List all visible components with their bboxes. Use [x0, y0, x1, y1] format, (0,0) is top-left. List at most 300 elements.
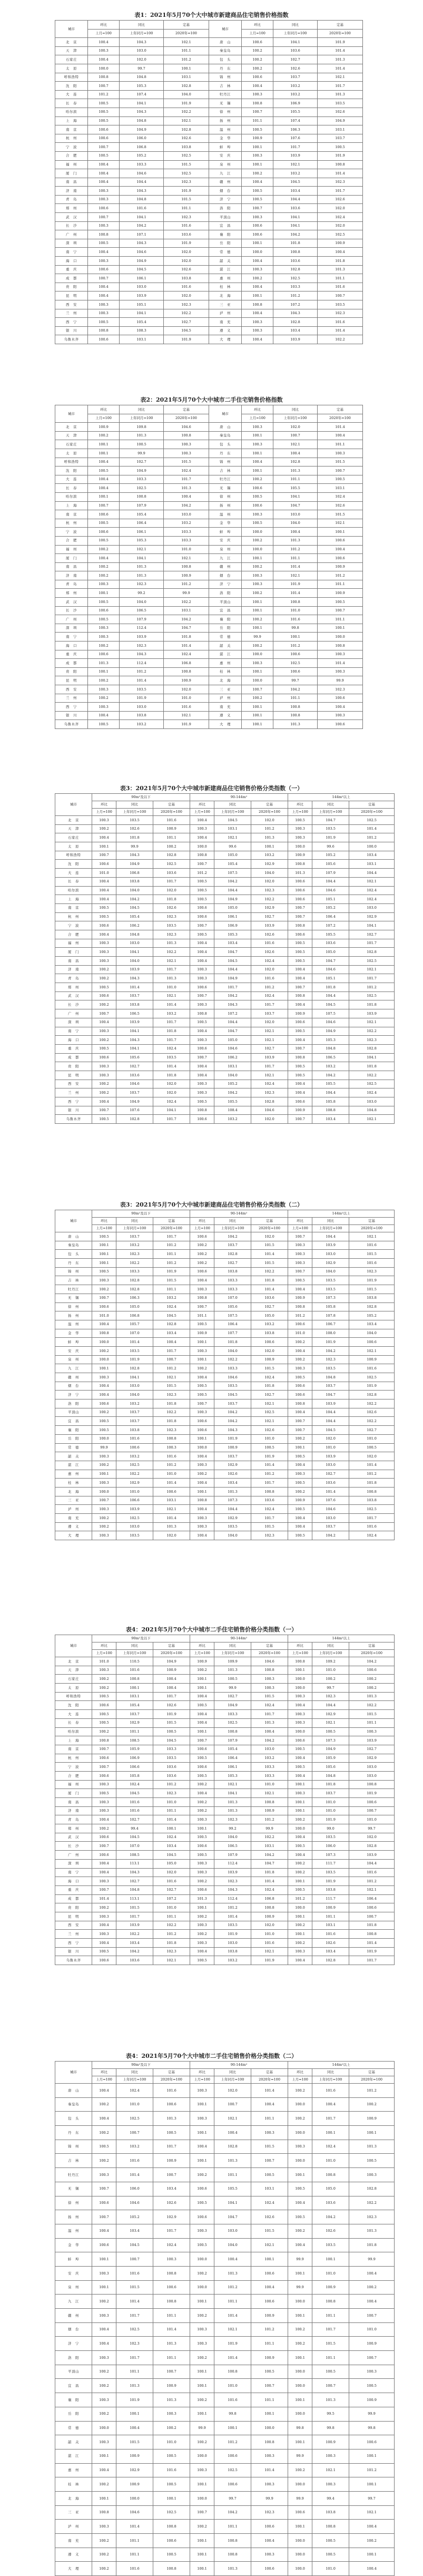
- c90-header: 90m²及以下: [92, 1635, 190, 1642]
- value-cell: 101.1: [242, 116, 273, 125]
- value-cell: 100.7: [288, 903, 312, 912]
- value-cell: 101.6: [349, 1259, 395, 1268]
- table-row: [55, 2393, 395, 2407]
- table-row: [55, 2280, 395, 2295]
- value-cell: 102.3: [164, 300, 209, 309]
- value-cell: 103.9: [251, 1053, 288, 1062]
- tongbi-header: 同比: [312, 2069, 349, 2076]
- value-cell: 100.7: [153, 2365, 190, 2379]
- value-cell: 105.5: [312, 930, 349, 939]
- value-cell: 101.3: [153, 1522, 190, 1531]
- value-cell: 100.6: [92, 1701, 116, 1710]
- value-cell: 102.9: [153, 2210, 190, 2224]
- table-row: [55, 2491, 395, 2505]
- value-cell: 101.8: [164, 633, 209, 641]
- value-cell: 101.9: [116, 2393, 153, 2407]
- value-cell: 100.4: [92, 833, 116, 842]
- value-cell: 99.9: [288, 2280, 312, 2295]
- value-cell: 100.6: [288, 2505, 312, 2520]
- value-cell: 103.0: [214, 1939, 251, 1948]
- value-cell: 101.2: [153, 1780, 190, 1789]
- value-cell: 100.0: [288, 2379, 312, 2393]
- value-cell: 100.4: [312, 2097, 349, 2112]
- value-cell: 100.8: [190, 1496, 214, 1505]
- value-cell: 100.6: [288, 930, 312, 939]
- value-cell: 102.1: [251, 1789, 288, 1798]
- value-cell: 100.4: [273, 528, 318, 537]
- value-cell: 100.9: [153, 824, 190, 833]
- value-cell: 102.6: [153, 2196, 190, 2210]
- table-row: [55, 571, 363, 580]
- table-row: [55, 562, 363, 571]
- value-cell: 107.2: [273, 300, 318, 309]
- value-cell: 104.7: [251, 1859, 288, 1868]
- value-cell: 100.5: [190, 2238, 214, 2252]
- value-cell: 101.3: [318, 265, 363, 274]
- value-cell: 101.6: [116, 2562, 153, 2576]
- value-cell: 104.0: [116, 886, 153, 895]
- value-cell: 100.5: [88, 615, 120, 624]
- value-cell: 100.6: [153, 1487, 190, 1496]
- value-cell: 107.5: [312, 1009, 349, 1018]
- value-cell: 100.0: [288, 2154, 312, 2168]
- city-cell: 吉 林: [55, 1276, 92, 1285]
- value-cell: 103.1: [251, 1842, 288, 1851]
- value-cell: 100.6: [92, 1754, 116, 1763]
- value-cell: 100.9: [288, 1496, 312, 1505]
- value-cell: 105.7: [116, 1320, 153, 1329]
- value-cell: 100.6: [349, 1338, 395, 1347]
- table-row: [55, 2126, 395, 2140]
- value-cell: 102.0: [318, 204, 363, 213]
- value-cell: 100.2: [312, 1675, 349, 1684]
- value-cell: 100.3: [92, 2393, 116, 2407]
- value-cell: 100.5: [88, 116, 120, 125]
- value-cell: 100.5: [288, 1062, 312, 1071]
- table-row: [55, 160, 363, 169]
- value-cell: 100.1: [88, 440, 120, 449]
- city-cell: 大 连: [55, 90, 88, 99]
- city-cell: 成 都: [55, 274, 88, 283]
- table-row: [55, 230, 363, 239]
- table-row: [55, 1382, 395, 1391]
- value-cell: 100.6: [273, 667, 318, 676]
- value-cell: 103.9: [120, 291, 164, 300]
- value-cell: 100.2: [288, 2463, 312, 2477]
- value-cell: 100.2: [242, 55, 273, 64]
- value-cell: 105.6: [312, 860, 349, 869]
- value-cell: 102.1: [214, 1780, 251, 1789]
- value-cell: 104.2: [312, 1071, 349, 1080]
- value-cell: 100.4: [88, 248, 120, 257]
- value-cell: 100.6: [288, 1097, 312, 1106]
- table-row: [55, 2534, 395, 2548]
- value-cell: 103.7: [214, 1399, 251, 1408]
- value-cell: 103.0: [120, 703, 164, 712]
- city-cell: 大 连: [55, 1710, 92, 1719]
- value-cell: 103.8: [251, 1329, 288, 1338]
- value-cell: 100.2: [288, 2322, 312, 2337]
- table-row: [55, 1912, 395, 1921]
- data-table: [55, 1635, 395, 1965]
- table-row: [55, 1044, 395, 1053]
- value-cell: 102.0: [153, 886, 190, 895]
- value-cell: 101.3: [273, 466, 318, 475]
- value-cell: 100.6: [92, 921, 116, 930]
- value-cell: 103.0: [349, 1097, 395, 1106]
- value-cell: 100.3: [164, 449, 209, 458]
- city-cell: 金 华: [55, 2238, 92, 2252]
- value-cell: 102.3: [312, 1355, 349, 1364]
- city-cell: 海 口: [55, 641, 88, 650]
- value-cell: 100.1: [242, 624, 273, 633]
- value-cell: 100.6: [190, 2182, 214, 2196]
- value-cell: 101.9: [164, 187, 209, 196]
- table-row: [55, 1487, 395, 1496]
- value-cell: 100.8: [349, 1780, 395, 1789]
- value-cell: 100.8: [92, 1329, 116, 1338]
- value-cell: 105.2: [214, 1080, 251, 1088]
- value-cell: 100.6: [288, 1391, 312, 1399]
- value-cell: 104.0: [120, 598, 164, 607]
- value-cell: 100.8: [251, 1798, 288, 1807]
- value-cell: 107.5: [214, 869, 251, 878]
- value-cell: 103.9: [273, 151, 318, 160]
- value-cell: 107.2: [153, 1894, 190, 1903]
- value-cell: 101.5: [251, 1259, 288, 1268]
- value-cell: 100.5: [190, 930, 214, 939]
- table-row: [55, 1736, 395, 1745]
- value-cell: 100.2: [190, 1364, 214, 1373]
- city-cell: 郑 州: [55, 204, 88, 213]
- value-cell: 101.4: [318, 46, 363, 55]
- value-cell: 104.3: [116, 1036, 153, 1045]
- value-cell: 99.4: [312, 2491, 349, 2505]
- value-cell: 100.4: [92, 930, 116, 939]
- value-cell: 100.3: [312, 2449, 349, 2463]
- value-cell: 104.3: [120, 650, 164, 659]
- city-cell: 长 春: [55, 99, 88, 108]
- value-cell: 101.4: [251, 2084, 288, 2098]
- city-cell: 乌鲁木齐: [55, 335, 88, 344]
- city-cell: 温 州: [209, 510, 242, 519]
- value-cell: 100.2: [288, 2224, 312, 2238]
- value-cell: 103.7: [312, 1789, 349, 1798]
- city-cell: 西 宁: [55, 1097, 92, 1106]
- value-cell: 101.7: [349, 1956, 395, 1965]
- value-cell: 105.6: [116, 1053, 153, 1062]
- value-cell: 100.1: [92, 1364, 116, 1373]
- value-cell: 100.4: [88, 160, 120, 169]
- city-cell: 赣 州: [209, 562, 242, 571]
- value-cell: 100.8: [153, 2295, 190, 2309]
- value-cell: 101.9: [318, 151, 363, 160]
- city-cell: 蚌 埠: [55, 2252, 92, 2267]
- value-cell: 100.4: [242, 178, 273, 187]
- city-cell: 呼和浩特: [55, 73, 88, 82]
- value-cell: 100.8: [153, 2520, 190, 2534]
- value-cell: 104.4: [214, 1018, 251, 1027]
- value-cell: 101.3: [349, 2140, 395, 2154]
- value-cell: 100.4: [190, 957, 214, 966]
- value-cell: 105.3: [120, 536, 164, 545]
- table-row: [55, 519, 363, 528]
- value-cell: 100.3: [242, 151, 273, 160]
- value-cell: 101.4: [116, 1338, 153, 1347]
- value-cell: 100.3: [92, 1877, 116, 1886]
- table-row: [55, 1939, 395, 1948]
- value-cell: 103.6: [251, 1294, 288, 1302]
- value-cell: 100.3: [190, 2322, 214, 2337]
- value-cell: 100.3: [251, 2548, 288, 2562]
- value-cell: 101.2: [349, 1877, 395, 1886]
- city-cell: 平顶山: [209, 213, 242, 222]
- base2020-header: 2020年=100: [349, 1225, 395, 1232]
- value-cell: 100.9: [349, 2337, 395, 2351]
- value-cell: 104.1: [273, 38, 318, 47]
- value-cell: 100.2: [242, 694, 273, 703]
- value-cell: 100.1: [288, 2168, 312, 2182]
- city-cell: 南 昌: [55, 1798, 92, 1807]
- value-cell: 100.1: [190, 1487, 214, 1496]
- value-cell: 102.3: [251, 1531, 288, 1540]
- city-cell: 宁 波: [55, 921, 92, 930]
- table-row: [55, 685, 363, 694]
- table-row: [55, 1921, 395, 1930]
- value-cell: 102.0: [164, 291, 209, 300]
- value-cell: 102.4: [164, 650, 209, 659]
- value-cell: 100.3: [92, 1505, 116, 1514]
- same_month-header: 上年同月=100: [214, 809, 251, 816]
- value-cell: 100.2: [92, 2407, 116, 2421]
- value-cell: 104.5: [120, 265, 164, 274]
- city-cell: 泸 州: [209, 694, 242, 703]
- value-cell: 101.0: [92, 869, 116, 878]
- value-cell: 101.4: [251, 1877, 288, 1886]
- value-cell: 100.5: [288, 939, 312, 948]
- value-cell: 100.4: [190, 939, 214, 948]
- value-cell: 103.1: [120, 335, 164, 344]
- value-cell: 105.9: [116, 1745, 153, 1754]
- value-cell: 100.4: [116, 2421, 153, 2435]
- value-cell: 101.1: [312, 1912, 349, 1921]
- value-cell: 103.3: [120, 475, 164, 484]
- value-cell: 103.9: [120, 633, 164, 641]
- city-header: 城市: [209, 405, 242, 423]
- value-cell: 106.0: [116, 2182, 153, 2196]
- value-cell: 100.4: [242, 335, 273, 344]
- value-cell: 100.3: [92, 1479, 116, 1488]
- value-cell: 101.2: [88, 90, 120, 99]
- city-cell: 南 京: [55, 903, 92, 912]
- value-cell: 100.3: [190, 2112, 214, 2126]
- value-cell: 100.5: [288, 816, 312, 825]
- value-cell: 101.2: [164, 55, 209, 64]
- huanbi-header: 环比: [242, 405, 273, 414]
- value-cell: 100.2: [288, 2337, 312, 2351]
- value-cell: 100.1: [242, 703, 273, 712]
- value-cell: 102.1: [120, 545, 164, 554]
- value-cell: 103.3: [273, 283, 318, 291]
- value-cell: 100.0: [288, 2295, 312, 2309]
- value-cell: 100.3: [153, 1443, 190, 1452]
- value-cell: 103.7: [116, 991, 153, 1000]
- table-row: [55, 912, 395, 921]
- value-cell: 101.2: [153, 1241, 190, 1250]
- value-cell: 100.4: [349, 2295, 395, 2309]
- value-cell: 101.6: [153, 2463, 190, 2477]
- city-cell: 丹 东: [55, 1259, 92, 1268]
- same_month-header: 上年同月=100: [116, 2076, 153, 2084]
- value-cell: 102.6: [251, 930, 288, 939]
- value-cell: 100.5: [190, 1320, 214, 1329]
- value-cell: 100.4: [88, 178, 120, 187]
- value-cell: 100.6: [349, 1666, 395, 1675]
- value-cell: 100.7: [288, 1267, 312, 1276]
- value-cell: 100.9: [251, 1912, 288, 1921]
- value-cell: 101.3: [153, 939, 190, 948]
- value-cell: 100.4: [88, 283, 120, 291]
- table-row: [55, 2238, 395, 2252]
- city-cell: 银 川: [55, 1947, 92, 1956]
- value-cell: 101.9: [214, 1930, 251, 1939]
- city-cell: 秦皇岛: [55, 2097, 92, 2112]
- table-row: [55, 1426, 395, 1435]
- value-cell: 105.0: [214, 1036, 251, 1045]
- table-row: [55, 1859, 395, 1868]
- table-row: [55, 1329, 395, 1338]
- value-cell: 103.0: [214, 2224, 251, 2238]
- value-cell: 100.6: [190, 1267, 214, 1276]
- value-cell: 103.8: [214, 1267, 251, 1276]
- value-cell: 101.9: [153, 1710, 190, 1719]
- value-cell: 100.2: [92, 1346, 116, 1355]
- value-cell: 102.3: [153, 1391, 190, 1399]
- tongbi-header: 同比: [214, 2069, 251, 2076]
- value-cell: 100.7: [92, 1496, 116, 1505]
- city-cell: 宁 波: [55, 143, 88, 152]
- value-cell: 100.4: [190, 1373, 214, 1382]
- value-cell: 103.0: [251, 1745, 288, 1754]
- value-cell: 100.5: [242, 187, 273, 196]
- value-cell: 100.2: [190, 1259, 214, 1268]
- value-cell: 107.6: [312, 1496, 349, 1505]
- value-cell: 102.2: [164, 309, 209, 318]
- value-cell: 101.8: [312, 983, 349, 992]
- value-cell: 102.6: [116, 824, 153, 833]
- value-cell: 101.7: [273, 143, 318, 152]
- value-cell: 104.1: [120, 554, 164, 563]
- value-cell: 100.6: [88, 125, 120, 134]
- value-cell: 104.2: [116, 1947, 153, 1956]
- value-cell: 106.5: [214, 1842, 251, 1851]
- value-cell: 103.7: [116, 1232, 153, 1241]
- city-cell: 丹 东: [55, 2126, 92, 2140]
- value-cell: 102.8: [349, 1842, 395, 1851]
- value-cell: 101.4: [318, 423, 363, 432]
- value-cell: 111.7: [312, 1859, 349, 1868]
- value-cell: 100.1: [288, 2309, 312, 2323]
- last_month-header: 上月=100: [92, 809, 116, 816]
- tongbi-header: 同比: [116, 801, 153, 809]
- value-cell: 101.6: [153, 816, 190, 825]
- value-cell: 100.5: [288, 2210, 312, 2224]
- value-cell: 101.9: [214, 2337, 251, 2351]
- value-cell: 100.1: [92, 1259, 116, 1268]
- value-cell: 101.5: [251, 2140, 288, 2154]
- table-row: [55, 64, 363, 73]
- value-cell: 100.3: [92, 1071, 116, 1080]
- value-cell: 100.6: [88, 606, 120, 615]
- city-cell: 厦 门: [55, 169, 88, 178]
- value-cell: 100.4: [318, 703, 363, 712]
- value-cell: 102.6: [251, 1426, 288, 1435]
- value-cell: 100.6: [88, 335, 120, 344]
- value-cell: 100.5: [190, 895, 214, 904]
- value-cell: 102.5: [214, 2463, 251, 2477]
- value-cell: 101.9: [164, 335, 209, 344]
- value-cell: 100.7: [190, 1399, 214, 1408]
- value-cell: 100.3: [251, 2126, 288, 2140]
- value-cell: 100.4: [288, 1851, 312, 1860]
- value-cell: 100.1: [190, 2407, 214, 2421]
- value-cell: 99.8: [349, 2421, 395, 2435]
- value-cell: 104.5: [153, 1851, 190, 1860]
- value-cell: 100.3: [288, 833, 312, 842]
- value-cell: 100.9: [190, 1657, 214, 1666]
- value-cell: 100.8: [288, 1399, 312, 1408]
- value-cell: 103.9: [312, 1452, 349, 1461]
- value-cell: 102.9: [116, 1718, 153, 1727]
- value-cell: 100.6: [88, 510, 120, 519]
- value-cell: 103.4: [273, 326, 318, 335]
- value-cell: 100.6: [92, 1956, 116, 1965]
- value-cell: 100.6: [251, 2266, 288, 2280]
- city-cell: 韶 关: [55, 2435, 92, 2449]
- value-cell: 101.4: [116, 2168, 153, 2182]
- city-cell: 济 南: [55, 965, 92, 974]
- value-cell: 106.2: [214, 1053, 251, 1062]
- value-cell: 102.1: [214, 2112, 251, 2126]
- value-cell: 101.2: [153, 1930, 190, 1939]
- value-cell: 100.6: [349, 1903, 395, 1912]
- huanbi-header: 环比: [190, 801, 214, 809]
- value-cell: 100.8: [116, 1675, 153, 1684]
- value-cell: 104.4: [312, 1232, 349, 1241]
- value-cell: 103.0: [116, 1382, 153, 1391]
- tongbi-header: 同比: [312, 801, 349, 809]
- value-cell: 102.6: [153, 903, 190, 912]
- value-cell: 102.7: [251, 912, 288, 921]
- value-cell: 100.6: [92, 1771, 116, 1780]
- table-row: [55, 423, 363, 432]
- value-cell: 101.0: [349, 2322, 395, 2337]
- value-cell: 101.3: [214, 1487, 251, 1496]
- value-cell: 106.8: [116, 869, 153, 878]
- value-cell: 103.1: [349, 860, 395, 869]
- value-cell: 100.9: [318, 589, 363, 598]
- huanbi-header: 环比: [242, 21, 273, 30]
- value-cell: 100.3: [318, 650, 363, 659]
- city-cell: 遵 义: [209, 711, 242, 720]
- city-cell: 唐 山: [209, 423, 242, 432]
- table-row: [55, 580, 363, 589]
- value-cell: 100.3: [88, 221, 120, 230]
- city-cell: 郑 州: [55, 589, 88, 598]
- value-cell: 100.3: [164, 440, 209, 449]
- value-cell: 100.5: [190, 1701, 214, 1710]
- value-cell: 102.3: [153, 1947, 190, 1956]
